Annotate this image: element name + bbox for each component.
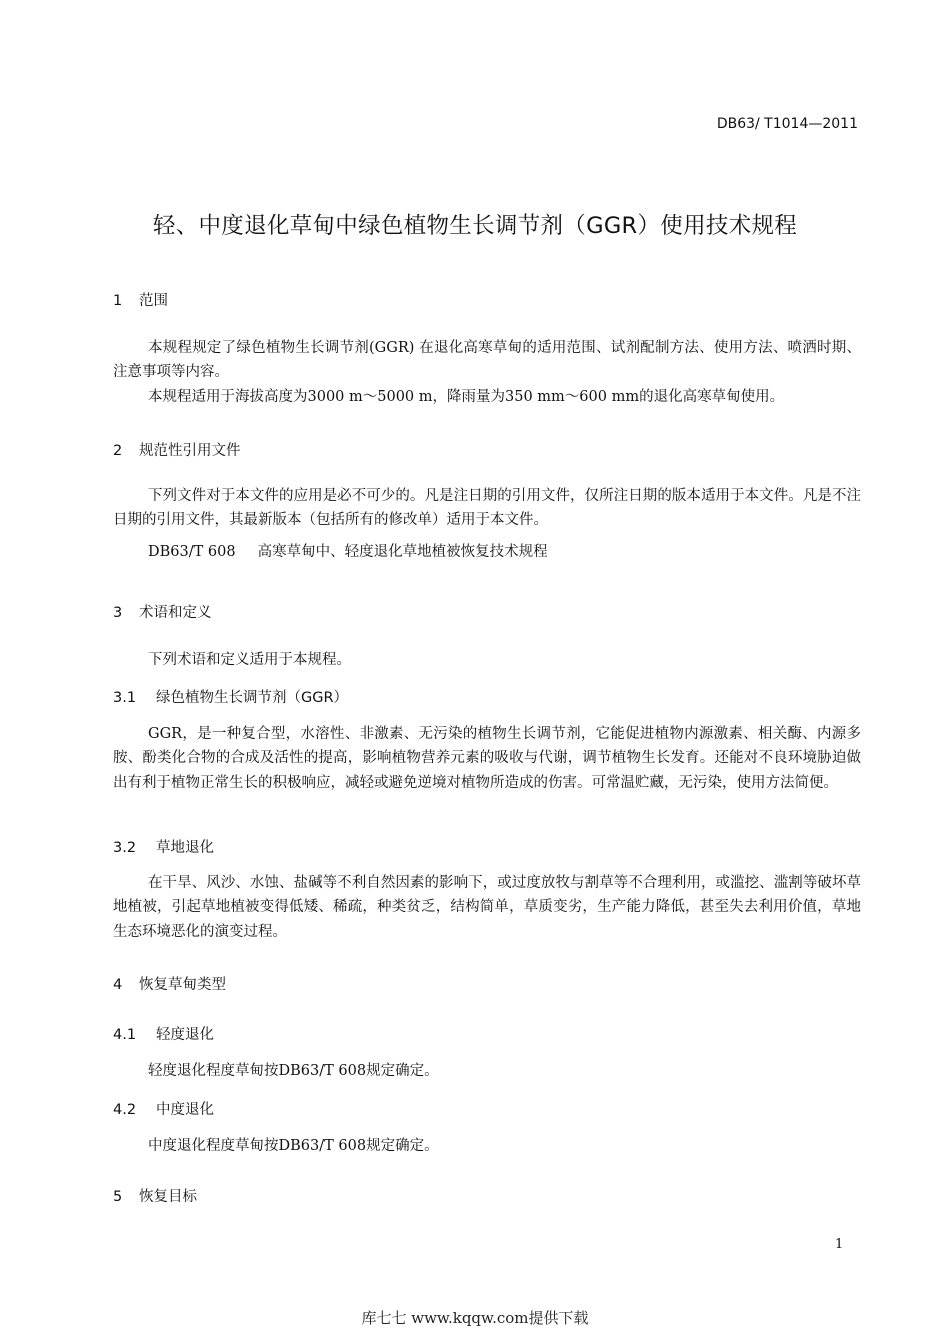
section-title: 范围 [139,293,168,309]
section-heading-4-1 [113,1023,214,1044]
section-title: 轻度退化 [156,1027,214,1043]
section-title: 中度退化 [156,1102,214,1118]
section-number: 3.1 [113,690,137,706]
section-heading-3 [113,601,212,622]
section-number: 5 [113,1189,123,1205]
section-number: 4.1 [113,1027,137,1043]
section-number: 2 [113,443,123,459]
document-title: 轻、中度退化草甸中绿色植物生长调节剂（GGR）使用技术规程 [152,213,798,239]
paragraph-1-1: 本规程规定了绿色植物生长调节剂(GGR) 在退化高寒草甸的适用范围、试剂配制方法、使用方法、喷洒时期、注意事项等内容。 [113,340,861,381]
section-heading-4 [113,973,226,994]
section-number: 1 [113,293,123,309]
section-title: 恢复草甸类型 [139,977,226,993]
paragraph-3-2: 在干旱、风沙、水蚀、盐碱等不利自然因素的影响下，或过度放牧与割草等不合理利用，或滥挖、滥割等破坏草地植被，引起草地植被变得低矮、稀疏，种类贫乏，结构简单，草质变劣，生产能力降低，甚至失去利用价值，草地生态环境恶化的演变过程。 [113,875,861,940]
section-number: 4.2 [113,1102,137,1118]
section-heading-2 [113,439,241,460]
standard-code: DB63/ T1014—2011 [716,116,858,132]
section-number: 4 [113,977,123,993]
section-number: 3.2 [113,840,137,856]
section-title: 绿色植物生长调节剂（GGR） [156,690,349,706]
normative-reference [148,540,548,561]
paragraph-3-intro: 下列术语和定义适用于本规程。 [148,652,351,668]
page-number: 1 [835,1237,844,1252]
section-title: 术语和定义 [139,605,212,621]
section-title: 恢复目标 [139,1189,197,1205]
paragraph-4-1: 轻度退化程度草甸按DB63/T 608规定确定。 [148,1063,439,1079]
section-heading-1 [113,289,168,310]
paragraph-1-2: 本规程适用于海拔高度为3000 m～5000 m，降雨量为350 mm～600 mm的退化高寒草甸使用。 [148,389,785,405]
section-heading-3-1 [113,686,348,707]
footer-watermark: 库七七 www.kqqw.com提供下载 [361,1309,589,1327]
paragraph-3-1: GGR，是一种复合型，水溶性、非激素、无污染的植物生长调节剂，它能促进植物内源激素、相关酶、内源多胺、酚类化合物的合成及活性的提高，影响植物营养元素的吸收与代谢，调节植物生长发育。还能对不良环境胁迫做出有利于植物正常生长的积极响应，减轻或避免逆境对植物所造成的伤害。可常温贮藏，无污染，使用方法简便。 [113,726,861,791]
reference-title: 高寒草甸中、轻度退化草地植被恢复技术规程 [257,544,548,560]
section-heading-5 [113,1185,197,1206]
paragraph-2-1: 下列文件对于本文件的应用是必不可少的。凡是注日期的引用文件，仅所注日期的版本适用于本文件。凡是不注日期的引用文件，其最新版本（包括所有的修改单）适用于本文件。 [113,488,861,529]
reference-code: DB63/T 608 [148,544,236,560]
section-heading-3-2 [113,836,214,857]
section-title: 草地退化 [156,840,214,856]
section-heading-4-2 [113,1098,214,1119]
section-number: 3 [113,605,123,621]
paragraph-4-2: 中度退化程度草甸按DB63/T 608规定确定。 [148,1138,439,1154]
section-title: 规范性引用文件 [139,443,241,459]
